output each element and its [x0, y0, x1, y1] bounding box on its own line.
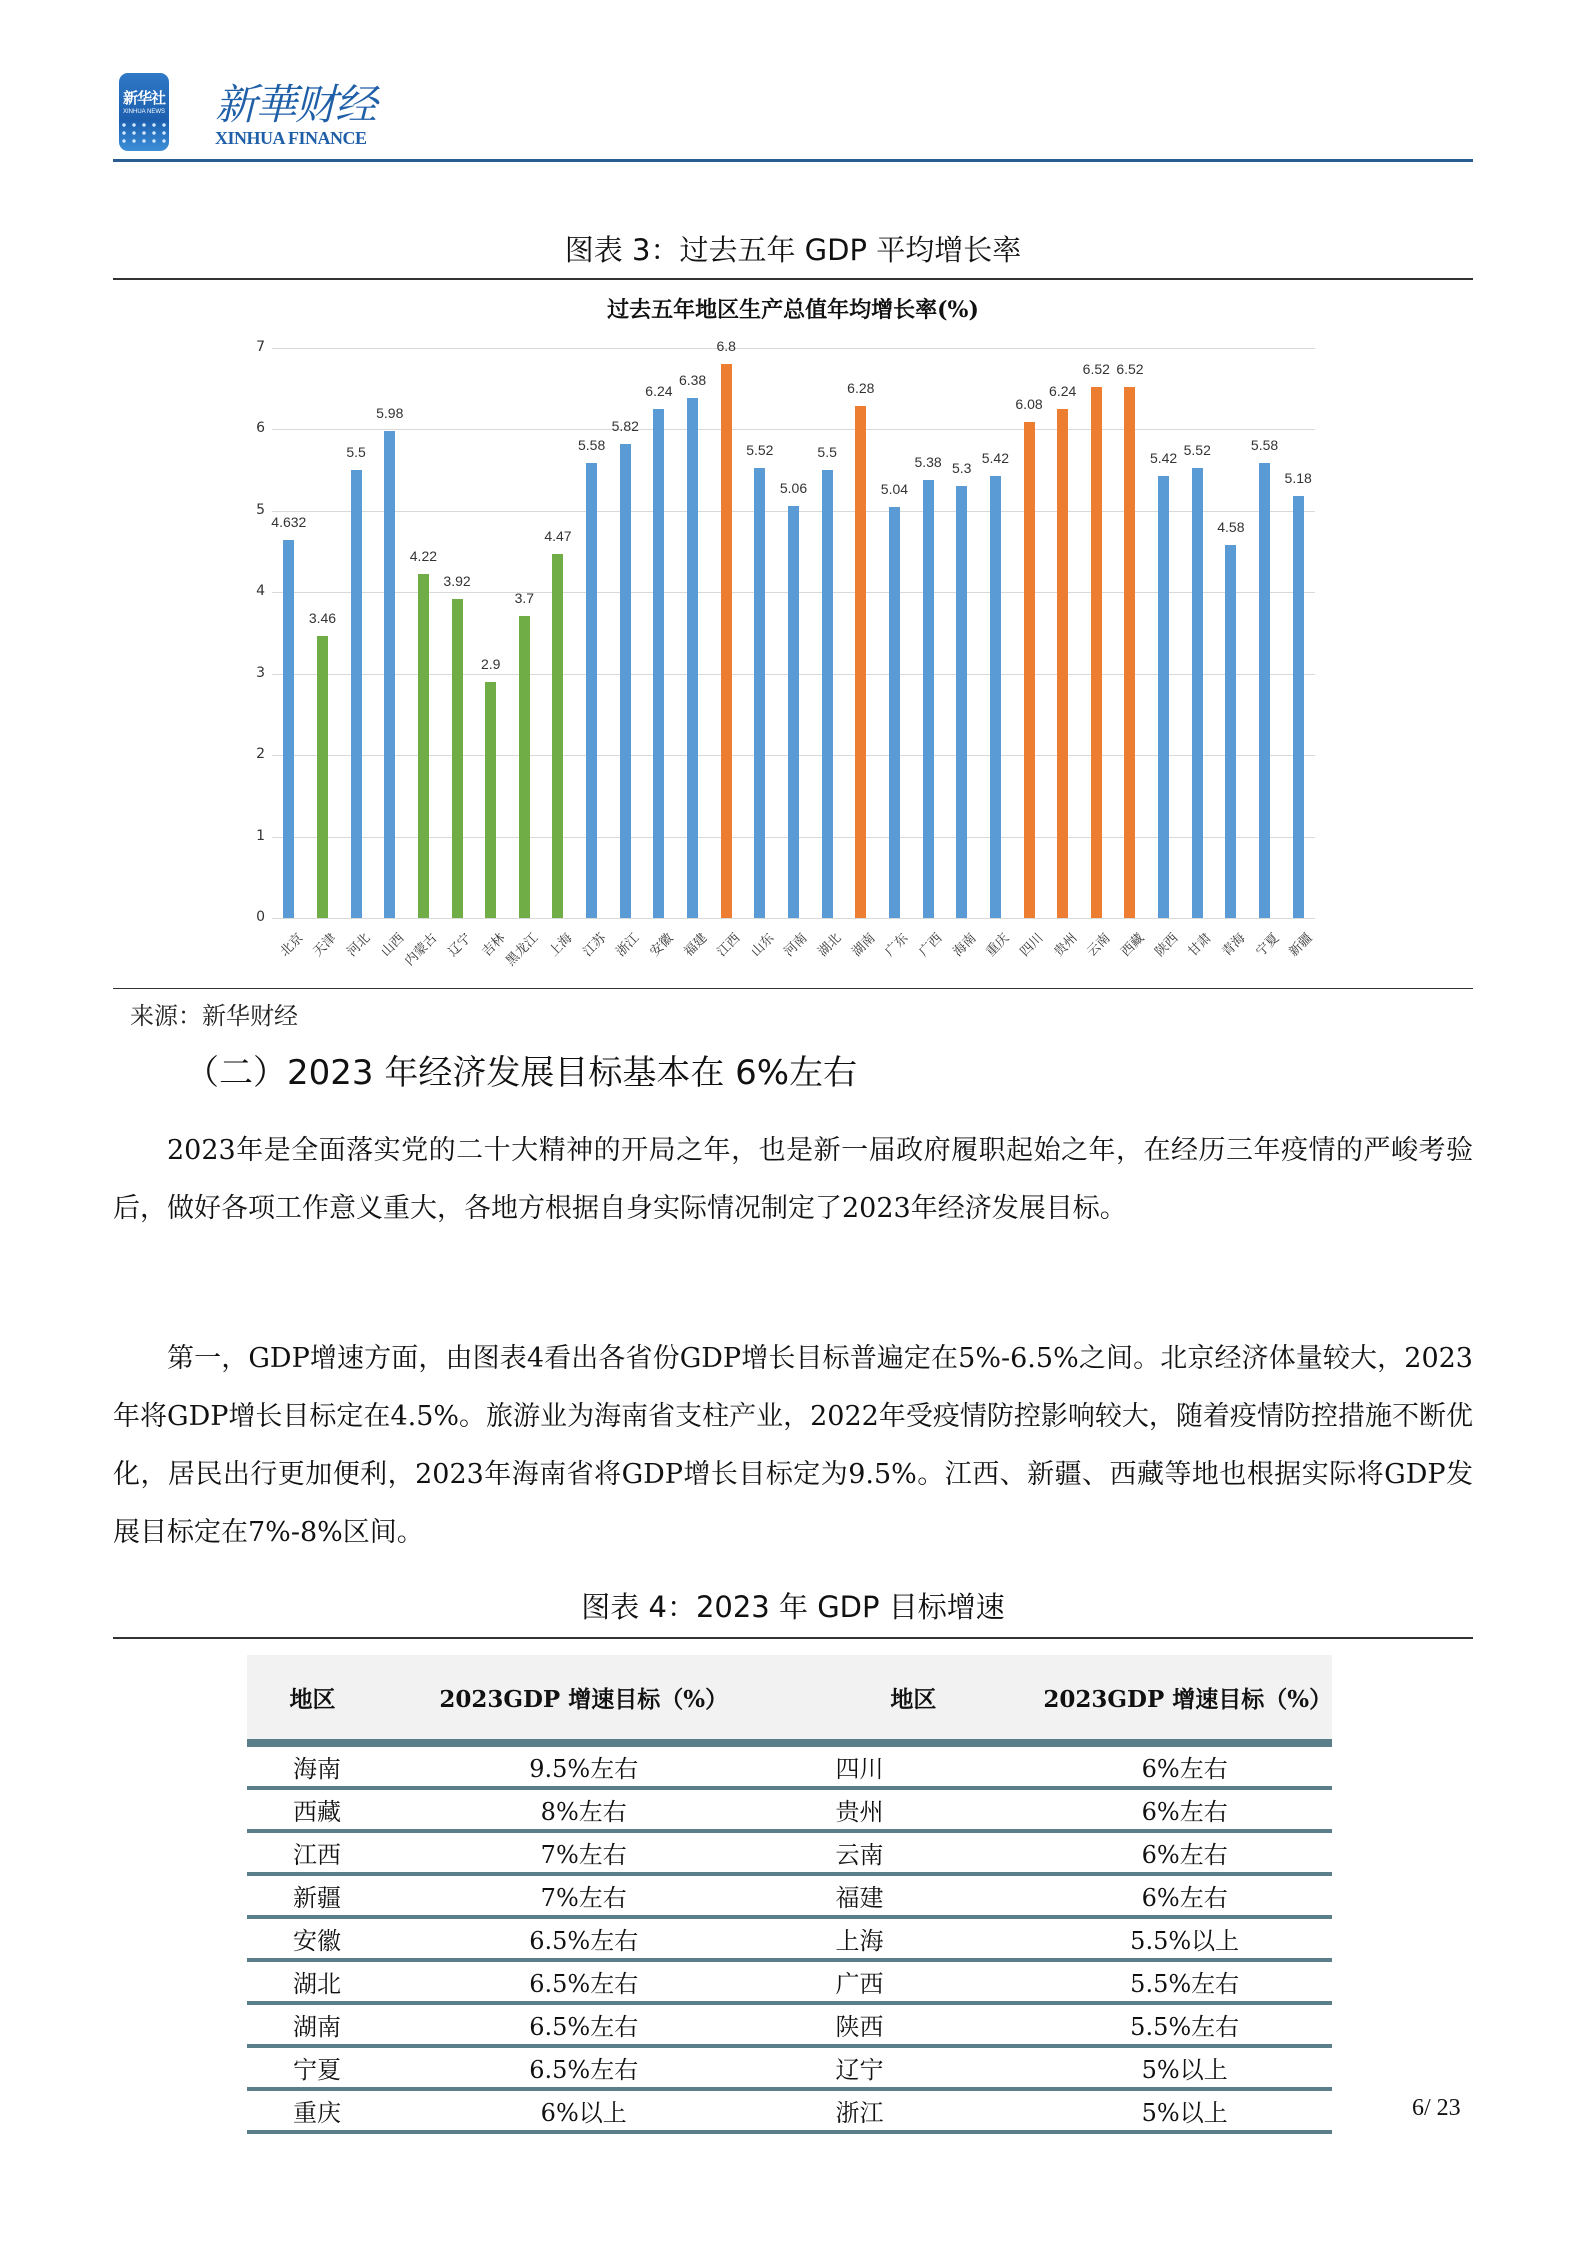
x-axis-category-label: 黑龙江	[503, 930, 542, 970]
x-axis-category-label: 江苏	[580, 930, 610, 960]
bar-value-label: 5.42	[981, 450, 1009, 467]
region-cell: 海南	[247, 1747, 378, 1790]
bar	[653, 409, 664, 918]
region-cell: 四川	[789, 1747, 1037, 1790]
gdp-growth-bar-chart	[113, 283, 1473, 983]
x-axis-category-label: 重庆	[983, 930, 1013, 960]
bar	[418, 574, 429, 918]
y-axis-tick: 3	[256, 664, 265, 681]
bar	[923, 480, 934, 918]
region-cell: 贵州	[789, 1790, 1037, 1833]
target-cell: 6%左右	[1037, 1747, 1332, 1790]
bar-value-label: 4.58	[1217, 518, 1245, 535]
y-axis-tick: 0	[256, 909, 265, 925]
region-cell: 上海	[789, 1919, 1037, 1962]
x-axis-category-label: 四川	[1017, 930, 1047, 960]
table-row	[247, 1919, 1332, 1962]
bar	[1158, 476, 1169, 918]
bar-value-label: 5.98	[376, 404, 404, 421]
bar	[1024, 422, 1035, 918]
x-axis-category-label: 广东	[882, 930, 912, 960]
region-cell: 陕西	[789, 2005, 1037, 2048]
x-axis-category-label: 广西	[916, 930, 946, 960]
bar	[519, 616, 530, 918]
bar	[283, 540, 294, 918]
x-axis-category-label: 山东	[748, 930, 778, 960]
figure3-source: 来源：新华财经	[130, 1002, 298, 1030]
bar-value-label: 6.52	[1116, 360, 1144, 377]
bar-value-label: 6.24	[645, 383, 673, 400]
figure4-top-rule	[113, 1637, 1473, 1639]
bar-value-label: 5.38	[914, 453, 942, 470]
target-cell: 6%以上	[378, 2091, 790, 2134]
logo-badge-cn: 新华社	[122, 89, 165, 107]
target-cell: 5%以上	[1037, 2091, 1332, 2134]
paragraph-1: 2023年是全面落实党的二十大精神的开局之年，也是新一届政府履职起始之年，在经历三年疫情的严峻考验后，做好各项工作意义重大，各地方根据自身实际情况制定了2023年经济发展目标。	[113, 1135, 1473, 1224]
header-target-2: 2023GDP 增速目标（%）	[1037, 1655, 1332, 1747]
table-row	[247, 1962, 1332, 2005]
bar-value-label: 3.46	[308, 610, 337, 626]
y-axis-tick: 1	[256, 827, 265, 844]
region-cell: 湖南	[247, 2005, 378, 2048]
region-cell: 安徽	[247, 1919, 378, 1962]
figure4-caption: 图表 4：2023 年 GDP 目标增速	[581, 1590, 1005, 1624]
target-cell: 5.5%左右	[1037, 2005, 1332, 2048]
bar	[351, 470, 362, 918]
bar	[687, 398, 698, 918]
table-header-row	[247, 1655, 1332, 1747]
bar	[586, 463, 597, 918]
bar-value-label: 6.38	[678, 372, 707, 389]
bar-value-label: 4.22	[409, 548, 438, 565]
bar-value-label: 6.52	[1082, 360, 1110, 377]
y-axis-tick: 6	[256, 420, 265, 436]
bar	[1293, 496, 1304, 918]
figure3-caption: 图表 3：过去五年 GDP 平均增长率	[564, 233, 1022, 267]
table-row	[247, 1876, 1332, 1919]
bar-value-label: 5.5	[346, 443, 366, 460]
bar	[990, 476, 1001, 918]
bar	[452, 599, 463, 918]
x-axis-category-label: 福建	[681, 930, 711, 960]
region-cell: 辽宁	[789, 2048, 1037, 2091]
gridline	[272, 348, 1315, 349]
bar	[788, 506, 799, 918]
target-cell: 5.5%以上	[1037, 1919, 1332, 1962]
region-cell: 湖北	[247, 1962, 378, 2005]
bar	[1192, 468, 1203, 918]
x-axis-category-label: 新疆	[1286, 930, 1316, 960]
target-cell: 8%左右	[378, 1790, 790, 1833]
xinhua-news-logo	[119, 73, 169, 151]
x-axis-category-label: 青海	[1219, 930, 1249, 960]
bar	[317, 636, 328, 918]
header-target-1: 2023GDP 增速目标（%）	[378, 1655, 790, 1747]
figure3-top-rule	[113, 278, 1473, 280]
bar-value-label: 2.9	[480, 655, 501, 672]
region-cell: 江西	[247, 1833, 378, 1876]
bar	[855, 406, 866, 918]
bar	[620, 444, 631, 918]
bar	[384, 431, 395, 918]
region-cell: 宁夏	[247, 2048, 378, 2091]
header-region-2: 地区	[789, 1655, 1037, 1747]
x-axis-category-label: 山西	[378, 930, 408, 960]
region-cell: 西藏	[247, 1790, 378, 1833]
x-axis-category-label: 北京	[277, 930, 307, 960]
gridline	[272, 429, 1315, 430]
target-cell: 6.5%左右	[378, 2005, 790, 2048]
target-cell: 6.5%左右	[378, 2048, 790, 2091]
table-row	[247, 2005, 1332, 2048]
y-axis-tick: 2	[256, 746, 265, 762]
x-axis-category-label: 天津	[310, 930, 340, 960]
bar	[1057, 409, 1068, 918]
x-axis-category-label: 云南	[1084, 930, 1114, 960]
target-cell: 6%左右	[1037, 1876, 1332, 1919]
bar-value-label: 4.47	[544, 527, 572, 544]
bar-value-label: 6.8	[716, 337, 736, 354]
bar-value-label: 6.28	[847, 380, 875, 397]
page-number: 6/ 23	[1412, 2095, 1461, 2121]
x-axis-category-label: 陕西	[1152, 930, 1182, 960]
bar-value-label: 5.58	[578, 437, 606, 454]
x-axis-category-label: 浙江	[613, 930, 643, 960]
target-cell: 9.5%左右	[378, 1747, 790, 1790]
x-axis-category-label: 河北	[344, 930, 374, 960]
x-axis-category-label: 海南	[950, 930, 980, 960]
y-axis-tick: 7	[256, 338, 265, 355]
bar	[552, 554, 563, 918]
target-cell: 5.5%左右	[1037, 1962, 1332, 2005]
logo-badge-en: XINHUA NEWS	[122, 109, 165, 115]
chart-title: 过去五年地区生产总值年均增长率(%)	[607, 297, 979, 323]
y-axis-tick: 5	[256, 501, 265, 518]
x-axis-category-label: 湖南	[849, 930, 879, 960]
bar-value-label: 5.42	[1149, 450, 1178, 467]
bar-value-label: 6.08	[1015, 396, 1043, 413]
bar	[1225, 545, 1236, 918]
bar	[822, 470, 833, 918]
x-axis-category-label: 江西	[714, 930, 744, 960]
x-axis-category-label: 安徽	[647, 930, 677, 960]
table-row	[247, 2091, 1332, 2134]
header-divider	[113, 159, 1473, 162]
bar	[1091, 387, 1102, 918]
x-axis-category-label: 内蒙古	[402, 930, 441, 970]
x-axis-category-label: 辽宁	[445, 930, 475, 960]
x-axis-category-label: 上海	[546, 930, 576, 960]
bar	[1124, 387, 1135, 918]
target-cell: 6%左右	[1037, 1833, 1332, 1876]
region-cell: 重庆	[247, 2091, 378, 2134]
target-cell: 5%以上	[1037, 2048, 1332, 2091]
figure3-bottom-rule	[113, 988, 1473, 989]
header-region-1: 地区	[247, 1655, 378, 1747]
bar-value-label: 3.92	[443, 572, 471, 589]
x-axis-category-label: 河南	[781, 930, 811, 960]
region-cell: 云南	[789, 1833, 1037, 1876]
bar	[754, 468, 765, 918]
region-cell: 广西	[789, 1962, 1037, 2005]
section-heading: （二）2023 年经济发展目标基本在 6%左右	[185, 1053, 858, 1093]
table-row	[247, 1790, 1332, 1833]
bar-value-label: 5.06	[779, 479, 808, 496]
bar-value-label: 5.5	[817, 443, 837, 460]
bar-value-label: 5.18	[1284, 469, 1312, 486]
region-cell: 新疆	[247, 1876, 378, 1919]
bar-value-label: 5.04	[880, 481, 909, 498]
bar	[485, 682, 496, 918]
region-cell: 福建	[789, 1876, 1037, 1919]
bar-value-label: 5.3	[951, 460, 972, 477]
bar-value-label: 4.632	[271, 514, 307, 531]
bar-value-label: 5.58	[1250, 437, 1279, 454]
target-cell: 7%左右	[378, 1833, 790, 1876]
brand-name-cn: 新華财经	[215, 80, 376, 129]
target-cell: 6.5%左右	[378, 1962, 790, 2005]
bar-value-label: 6.24	[1049, 383, 1077, 400]
bar-value-label: 3.7	[514, 590, 535, 607]
target-cell: 6.5%左右	[378, 1919, 790, 1962]
bar	[1259, 463, 1270, 918]
bar-value-label: 5.82	[611, 417, 639, 434]
network-dots-icon	[119, 121, 169, 143]
table-row	[247, 1747, 1332, 1790]
paragraph-2: 第一，GDP增速方面，由图表4看出各省份GDP增长目标普遍定在5%-6.5%之间。北京经济体量较大，2023年将GDP增长目标定在4.5%。旅游业为海南省支柱产业，2022年受疫情防控影响较大，随着疫情防控措施不断优化，居民出行更加便利，2023年海南省将GDP增长目标定为9.5%。江西、新疆、西藏等地也根据实际将GDP发展目标定在7%-8%区间。	[113, 1343, 1473, 1548]
x-axis-category-label: 宁夏	[1252, 930, 1282, 960]
x-axis-category-label: 西藏	[1118, 930, 1148, 960]
table-row	[247, 1833, 1332, 1876]
x-axis-category-label: 贵州	[1051, 930, 1081, 960]
region-cell: 浙江	[789, 2091, 1037, 2134]
x-axis-category-label: 湖北	[815, 930, 845, 960]
gridline	[272, 918, 1315, 919]
bar	[956, 486, 967, 918]
x-axis-category-label: 甘肃	[1185, 930, 1215, 960]
bar-value-label: 5.52	[1183, 442, 1211, 459]
bar	[721, 364, 732, 918]
bar-value-label: 5.52	[746, 442, 774, 459]
y-axis-tick: 4	[256, 583, 265, 599]
target-cell: 7%左右	[378, 1876, 790, 1919]
brand-name-en: XINHUA FINANCE	[215, 128, 367, 148]
target-cell: 6%左右	[1037, 1790, 1332, 1833]
gdp-target-table	[247, 1655, 1332, 2134]
table-row	[247, 2048, 1332, 2091]
x-axis-category-label: 吉林	[479, 930, 509, 960]
bar	[889, 507, 900, 918]
